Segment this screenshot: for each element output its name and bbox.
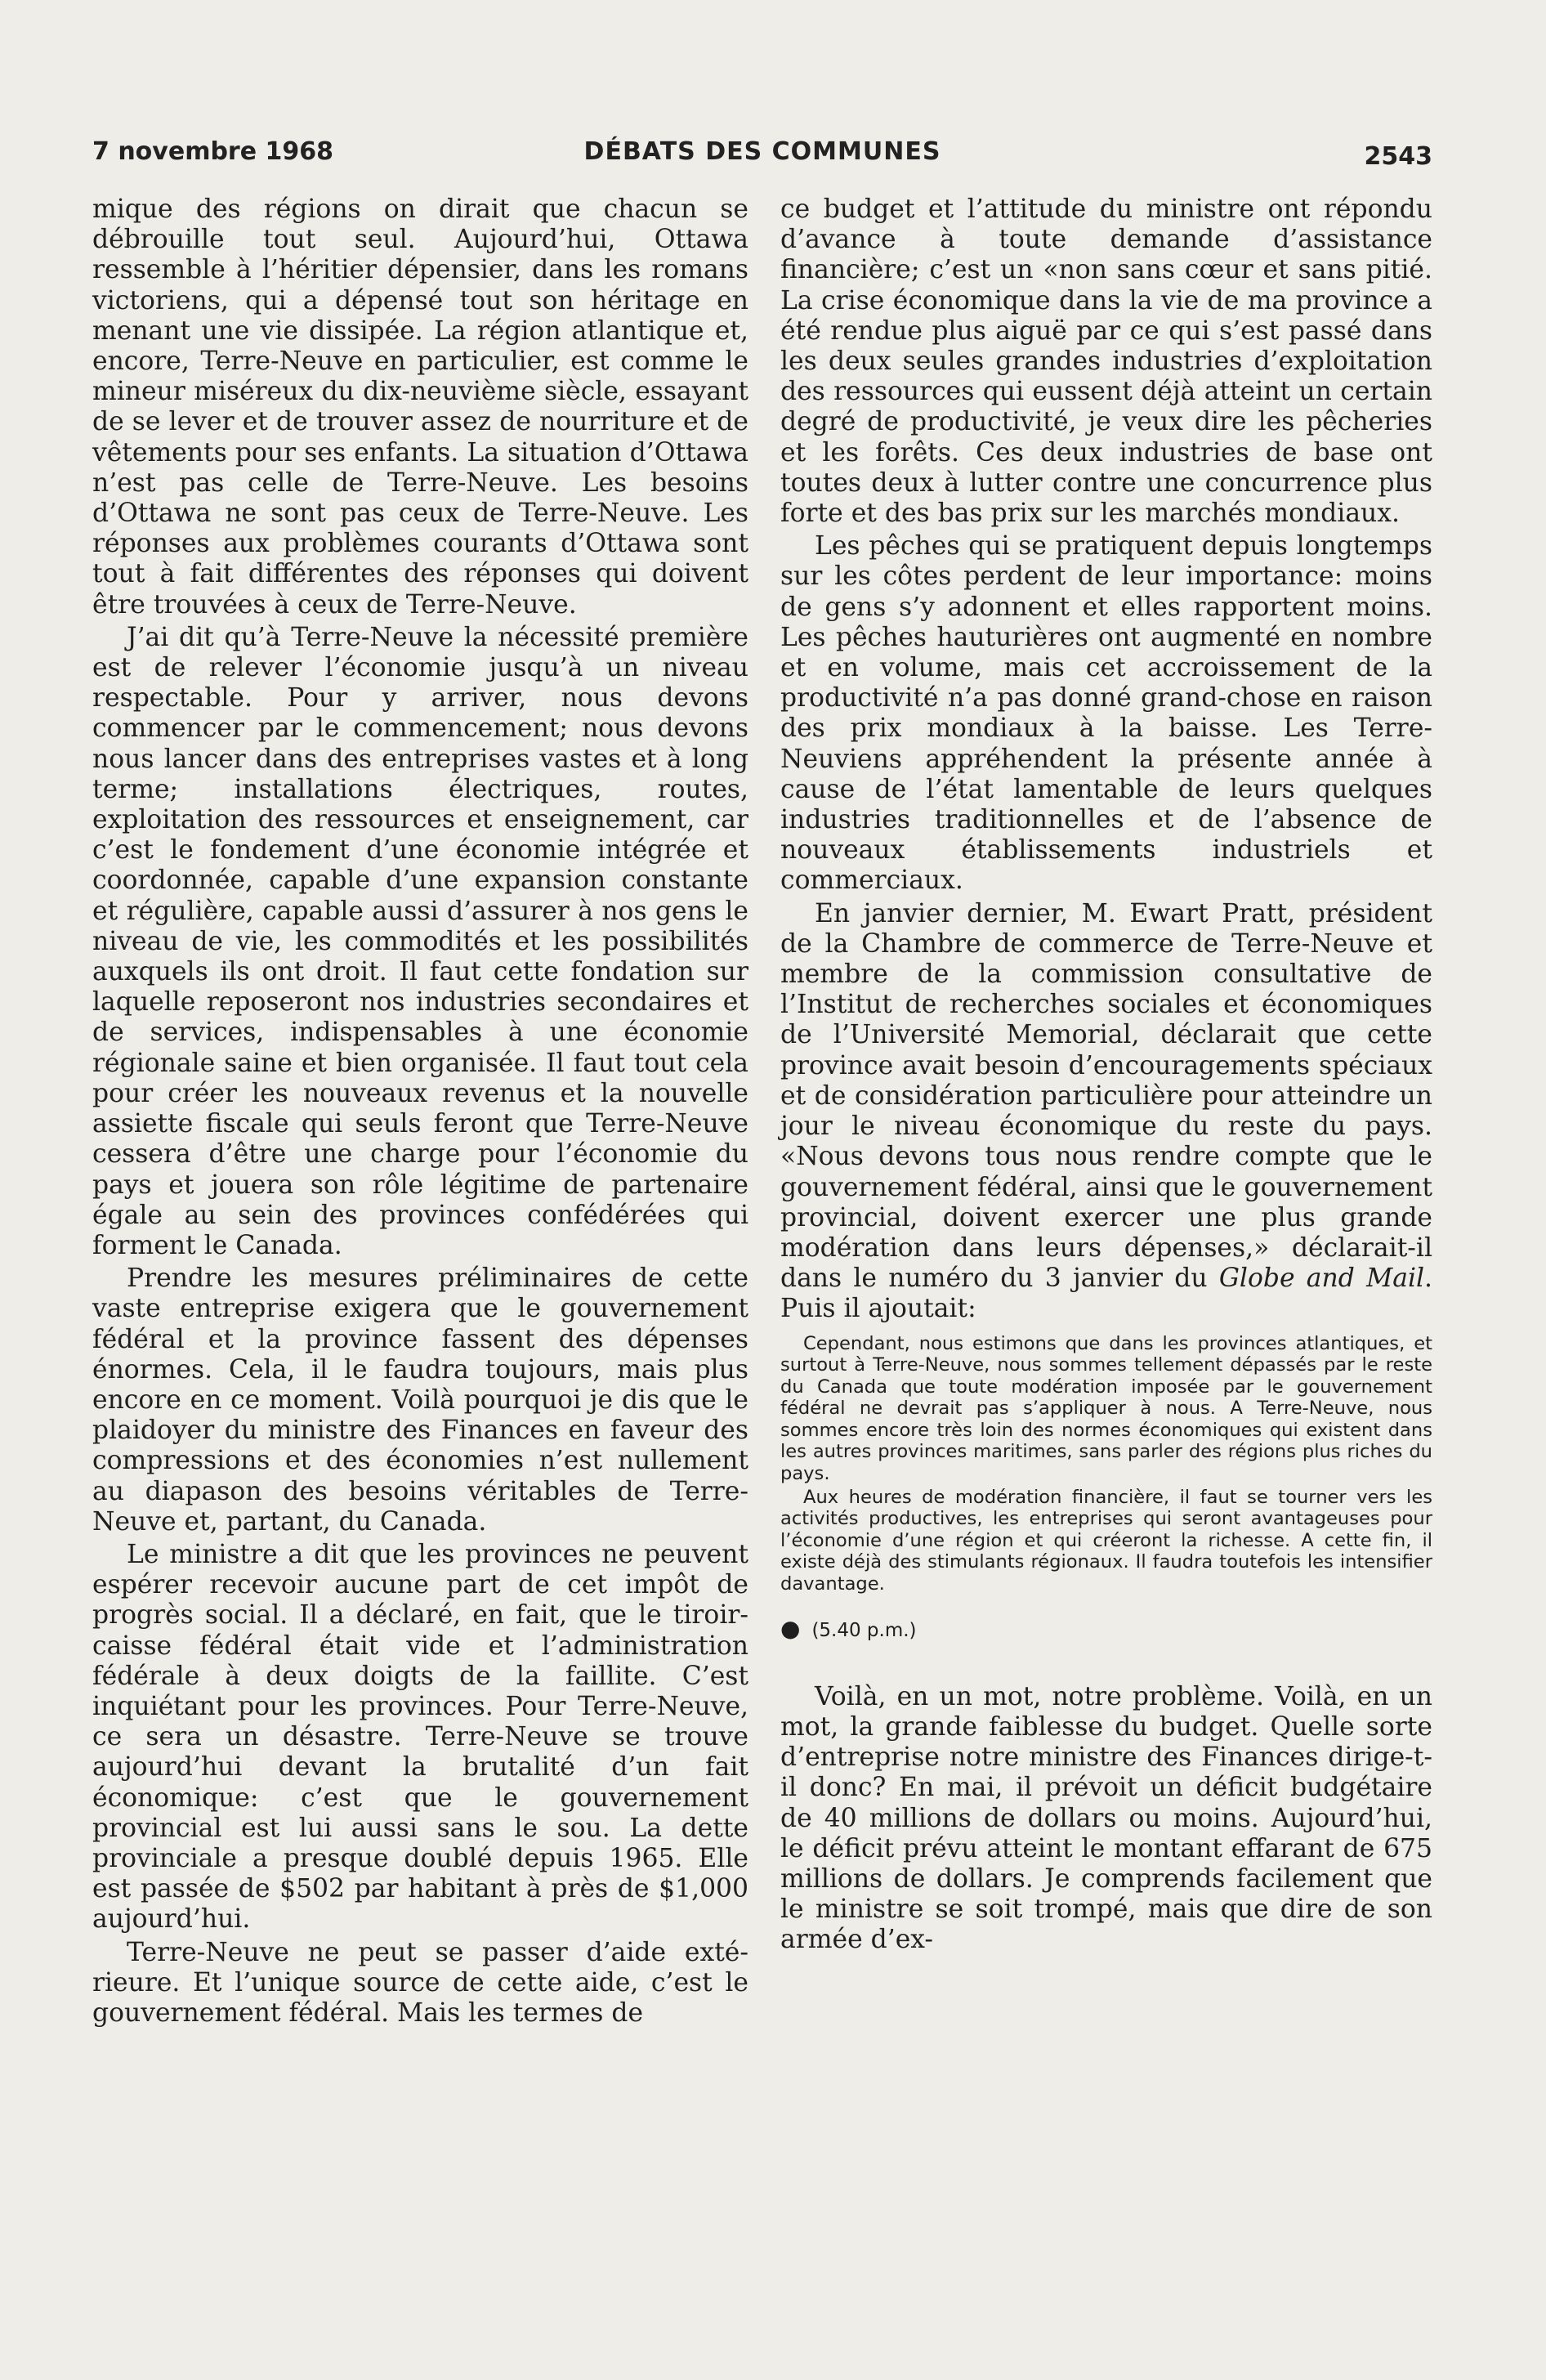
paragraph: Terre-Neuve ne peut se passer d’aide extérieure. Et l’unique source de cette aide, c’est le gouvernement fédéral. Mais les termes de xyxy=(92,1937,748,2028)
paragraph-text: En janvier dernier, M. Ewart Pratt, président de la Chambre de commerce de Terre-Neuve et membre de la commission consultative de l’Institut de recherches sociales et économiques de l’Université Memorial, déclarait que cette province avait besoin d’encouragements spéciaux et de considération particulière pour atteindre un jour le niveau économique du reste du pays. «Nous devons tous nous rendre compte que le gouvernement fédéral, ainsi que le gouvernement provincial, doivent exercer une plus grande modération dans leurs dépenses,» déclarait-il dans le numéro du 3 janvier du xyxy=(780,898,1432,1294)
time-marker xyxy=(780,1613,1432,1646)
quote-paragraph: Aux heures de modération financière, il faut se tourner vers les activités productives, les entreprises qui seront avantageuses pour l’économie d’une région et qui créeront la richesse. A cette fin, il existe déjà des stimulants régionaux. Il faudra toutefois les intensifier davantage. xyxy=(780,1486,1432,1595)
page-header xyxy=(92,131,1432,172)
header-title: DÉBATS DES COMMUNES xyxy=(583,137,941,166)
header-date: 7 novembre 1968 xyxy=(92,137,334,166)
time-marker-text: (5.40 p.m.) xyxy=(811,1619,917,1641)
left-column xyxy=(92,195,748,2031)
block-quote xyxy=(780,1333,1432,1595)
paragraph: J’ai dit qu’à Terre-Neuve la nécessité première est de relever l’économie jusqu’à un niveau respectable. Pour y arriver, nous devons commencer par le commencement; nous devons nous lancer dans des entreprises vastes et à long terme; installations électriques, routes, exploitation des ressources et enseignement, car c’est le fondement d’une économie intégrée et coordonnée, capable d’une expansion constante et régulière, capable aussi d’assurer à nos gens le niveau de vie, les commodités et les possibilités auxquels ils ont droit. Il faut cette fondation sur laquelle reposeront nos industries secondaires et de services, indispensables à une économie régionale saine et bien organisée. Il faut tout cela pour créer les nouveaux revenus et la nouvelle assiette fiscale qui seuls feront que Terre-Neuve cessera d’être une charge pour l’économie du pays et jouera son rôle légitime de partenaire égale au sein des provinces confédérées qui forment le Canada. xyxy=(92,622,748,1260)
right-column xyxy=(780,195,1432,1958)
paragraph: ce budget et l’attitude du ministre ont répondu d’avance à toute demande d’assistance financière; c’est un «non sans cœur et sans pitié. La crise économique dans la vie de ma province a été rendue plus aiguë par ce qui s’est passé dans les deux seules grandes industries d’exploitation des ressources qui eussent déjà atteint un certain degré de productivité, je veux dire les pêcheries et les forêts. Ces deux industries de base ont toutes deux à lutter contre une concurrence plus forte et des bas prix sur les marchés mondiaux. xyxy=(780,195,1432,529)
bullet-icon: ● xyxy=(780,1614,801,1642)
paragraph: Le ministre a dit que les provinces ne peuvent espérer recevoir aucune part de cet impôt de progrès social. Il a déclaré, en fait, que le tiroir-caisse fédéral était vide et l’administration fédérale à deux doigts de la faillite. C’est inquiétant pour les provinces. Pour Terre-Neuve, ce sera un désastre. Terre-Neuve se trouve aujourd’hui devant la brutalité d’un fait économique: c’est que le gouvernement provincial est lui aussi sans le sou. La dette provinciale a presque doublé depuis 1965. Elle est passée de $502 par habitant à près de $1,000 aujourd’hui. xyxy=(92,1539,748,1935)
quote-paragraph: Cependant, nous estimons que dans les provinces atlantiques, et surtout à Terre-Neuve, nous sommes tellement dépassés par le reste du Canada que toute modération imposée par le gouvernement fédéral ne devrait pas s’appliquer à nous. A Terre-Neuve, nous sommes encore très loin des normes économiques qui existent dans les autres provinces maritimes, sans parler des régions plus riches du pays. xyxy=(780,1332,1432,1485)
newspaper-name: Globe and Mail xyxy=(1218,1264,1425,1294)
paragraph: Les pêches qui se pratiquent depuis longtemps sur les côtes perdent de leur importance: moins de gens s’y adonnent et elles rapportent moins. Les pêches hauturières ont augmenté en nombre et en volume, mais cet accroissement de la productivité n’a pas donné grand-chose en raison des prix mondiaux à la baisse. Les Terre-Neuviens appréhendent la présente année à cause de l’état lamentable de leurs quelques industries traditionnelles et de l’absence de nouveaux établissements industriels et commerciaux. xyxy=(780,531,1432,896)
citation-end: . Puis il ajoutait: xyxy=(780,1264,1433,1324)
page-number: 2543 xyxy=(1364,142,1432,171)
paragraph: Voilà, en un mot, notre problème. Voilà, en un mot, la grande faiblesse du budget. Quelle sorte d’entreprise notre ministre des Finances dirige-t-il donc? En mai, il prévoit un déficit budgétaire de 40 millions de dollars ou moins. Aujourd’hui, le déficit prévu atteint le montant effarant de 675 millions de dollars. Je comprends facilement que le ministre se soit trompé, mais que dire de son armée d’ex- xyxy=(780,1681,1432,1955)
paragraph: mique des régions on dirait que chacun se débrouille tout seul. Aujourd’hui, Ottawa ressemble à l’héritier dépensier, dans les romans victoriens, qui a dépensé tout son héritage en menant une vie dissipée. La région atlantique et, encore, Terre-Neuve en particulier, est comme le mineur miséreux du dix-neuvième siècle, essayant de se lever et de trouver assez de nourriture et de vêtements pour ses enfants. La situation d’Ottawa n’est pas celle de Terre-Neuve. Les besoins d’Ottawa ne sont pas ceux de Terre-Neuve. Les réponses aux problèmes courants d’Ottawa sont tout à fait différentes des réponses qui doivent être trouvées à ceux de Terre-Neuve. xyxy=(92,195,748,620)
paragraph-with-citation xyxy=(780,899,1432,1325)
paragraph: Prendre les mesures préliminaires de cette vaste entreprise exigera que le gouvernement fédéral et la province fassent des dépenses énormes. Cela, il le faudra toujours, mais plus encore en ce moment. Voilà pourquoi je dis que le plaidoyer du ministre des Finances en faveur des compressions et des économies n’est nullement au diapason des besoins véritables de Terre-Neuve et, partant, du Canada. xyxy=(92,1264,748,1537)
